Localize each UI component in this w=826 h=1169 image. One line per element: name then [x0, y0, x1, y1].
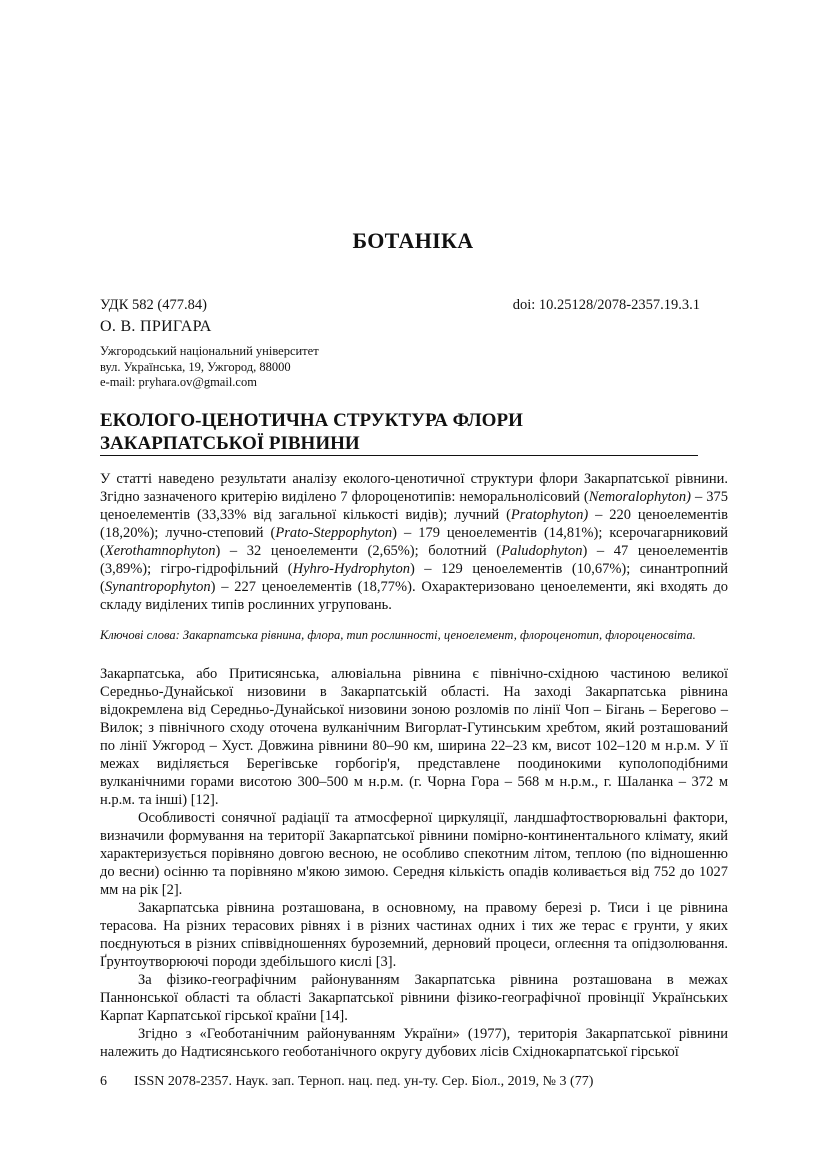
body-paragraph: Згідно з «Геоботанічним районуванням України» (1977), територія Закарпатської рівнини належить до Надтисянського геоботанічного округу дубових лісів Східнокарпатської гірської — [100, 1026, 728, 1060]
abstract-text: ) – 227 ценоелементів (18,77%). Охарактеризовано ценоелементи, які входять до складу виділених типів рослинних угруповань. — [100, 579, 728, 613]
body-text — [100, 665, 728, 1061]
doi-link[interactable]: doi: 10.25128/2078-2357.19.3.1 — [512, 297, 700, 313]
taxon-term: Xerothamnophyton — [104, 543, 216, 559]
article-meta — [100, 297, 700, 314]
abstract-text: У статті наведено результати аналізу еколого-ценотичної структури флори Закарпатської рівнини. Згідно зазначеного критерію виділено 7 флороценотипів: неморальнолісовий ( — [100, 471, 728, 505]
abstract-text: ) – 179 ценоелементів (14,81%); ксерочагарниковий ( — [100, 525, 729, 559]
body-paragraph: Закарпатська, або Притисянська, алювіальна рівнина є північно-східною частиною великої Середньо-Дунайської низовини в Закарпатській області. На заході Закарпатська рівнина відокремлена від Середньо-Дунайської низовини зоною розломів по лінії Чоп – Бігань – Берегово – Вилок; з північного сходу оточена вулканічним Вигорлат-Гутинським хребтом, який розташований по лінії Ужгород – Хуст. Довжина рівнини 80–90 км, ширина 22–23 км, висот 102–120 м н.р.м. У її межах виділяється Берегівське горбогір'я, представлене поодинокими куполоподібними вулканічними горами висотою 300–500 м н.р.м. (г. Чорна Гора – 568 м н.р.м., г. Шаланка – 372 м н.р.м. та інші) [12]. — [100, 666, 728, 808]
abstract-text: – 375 ценоелементів (33,33% від загальної кількості видів); лучний ( — [100, 489, 728, 523]
article-title-line-1: ЕКОЛОГО-ЦЕНОТИЧНА СТРУКТУРА ФЛОРИ — [100, 410, 523, 431]
affiliation-org: Ужгородський національний університет — [100, 344, 319, 358]
taxon-term: Prato-Steppophyton — [275, 525, 393, 541]
section-heading: БОТАНІКА — [352, 228, 474, 253]
affiliation-address: вул. Українська, 19, Ужгород, 88000 — [100, 359, 291, 374]
article-title-line-2: ЗАКАРПАТСЬКОЇ РІВНИНИ — [100, 432, 698, 456]
taxon-term: Nemoralophyton) — [588, 489, 691, 505]
abstract-text: – 220 ценоелементів (18,20%); лучно-степовий ( — [100, 507, 728, 541]
taxon-term: Synantropophyton — [104, 579, 211, 595]
abstract-text: ) – 47 ценоелементів (3,89%); гігро-гідрофільний ( — [100, 543, 728, 577]
taxon-term: Paludophyton — [501, 543, 583, 559]
author-name: О. В. ПРИГАРА — [100, 318, 212, 335]
page-number: 6 — [100, 1074, 107, 1089]
abstract-text: ) – 32 ценоелементи (2,65%); болотний ( — [215, 543, 502, 559]
affiliation — [100, 344, 319, 391]
taxon-term: Hyhro-Hydrophyton — [292, 561, 410, 577]
udk-code: УДК 582 (477.84) — [100, 297, 207, 313]
article-title — [100, 409, 700, 456]
abstract-text: ) – 129 ценоелементів (10,67%); синантропний ( — [100, 561, 728, 595]
page-footer — [100, 1074, 728, 1090]
author-email[interactable]: e-mail: pryhara.ov@gmail.com — [100, 375, 257, 389]
journal-citation: ISSN 2078-2357. Наук. зап. Терноп. нац. пед. ун-ту. Сер. Біол., 2019, № 3 (77) — [134, 1074, 594, 1089]
abstract — [100, 470, 728, 614]
keywords: Ключові слова: Закарпатська рівнина, флора, тип рослинності, ценоелемент, флороценотип, флороценосвіта. — [100, 628, 696, 642]
body-paragraph: Особливості сонячної радіації та атмосферної циркуляції, ландшафтостворювальні фактори, визначили формування на території Закарпатської рівнини помірно-континентального клімату, який характеризується порівняно довгою весною, не особливо спекотним літом, теплою (по відношенню до весни) осінню та порівняно м'якою зимою. Середня кількість опадів коливається від 752 до 1027 мм на рік [2]. — [100, 810, 728, 898]
body-paragraph: За фізико-географічним районуванням Закарпатська рівнина розташована в межах Паннонської області та області Закарпатської рівнини фізико-географічної провінції Українських Карпат Карпатської гірської країни [14]. — [100, 972, 728, 1024]
taxon-term: Pratophyton) — [510, 507, 589, 523]
body-paragraph: Закарпатська рівнина розташована, в основному, на правому березі р. Тиси і це рівнина терасова. На різних терасових рівнях і в різних частинах одних і тих же терас є грунти, у яких поєднуються в різних співвідношеннях буроземний, дерновий процеси, оглеєння та опідзолювання. Ґрунтоутворюючі породи здебільшого кислі [3]. — [100, 900, 728, 970]
